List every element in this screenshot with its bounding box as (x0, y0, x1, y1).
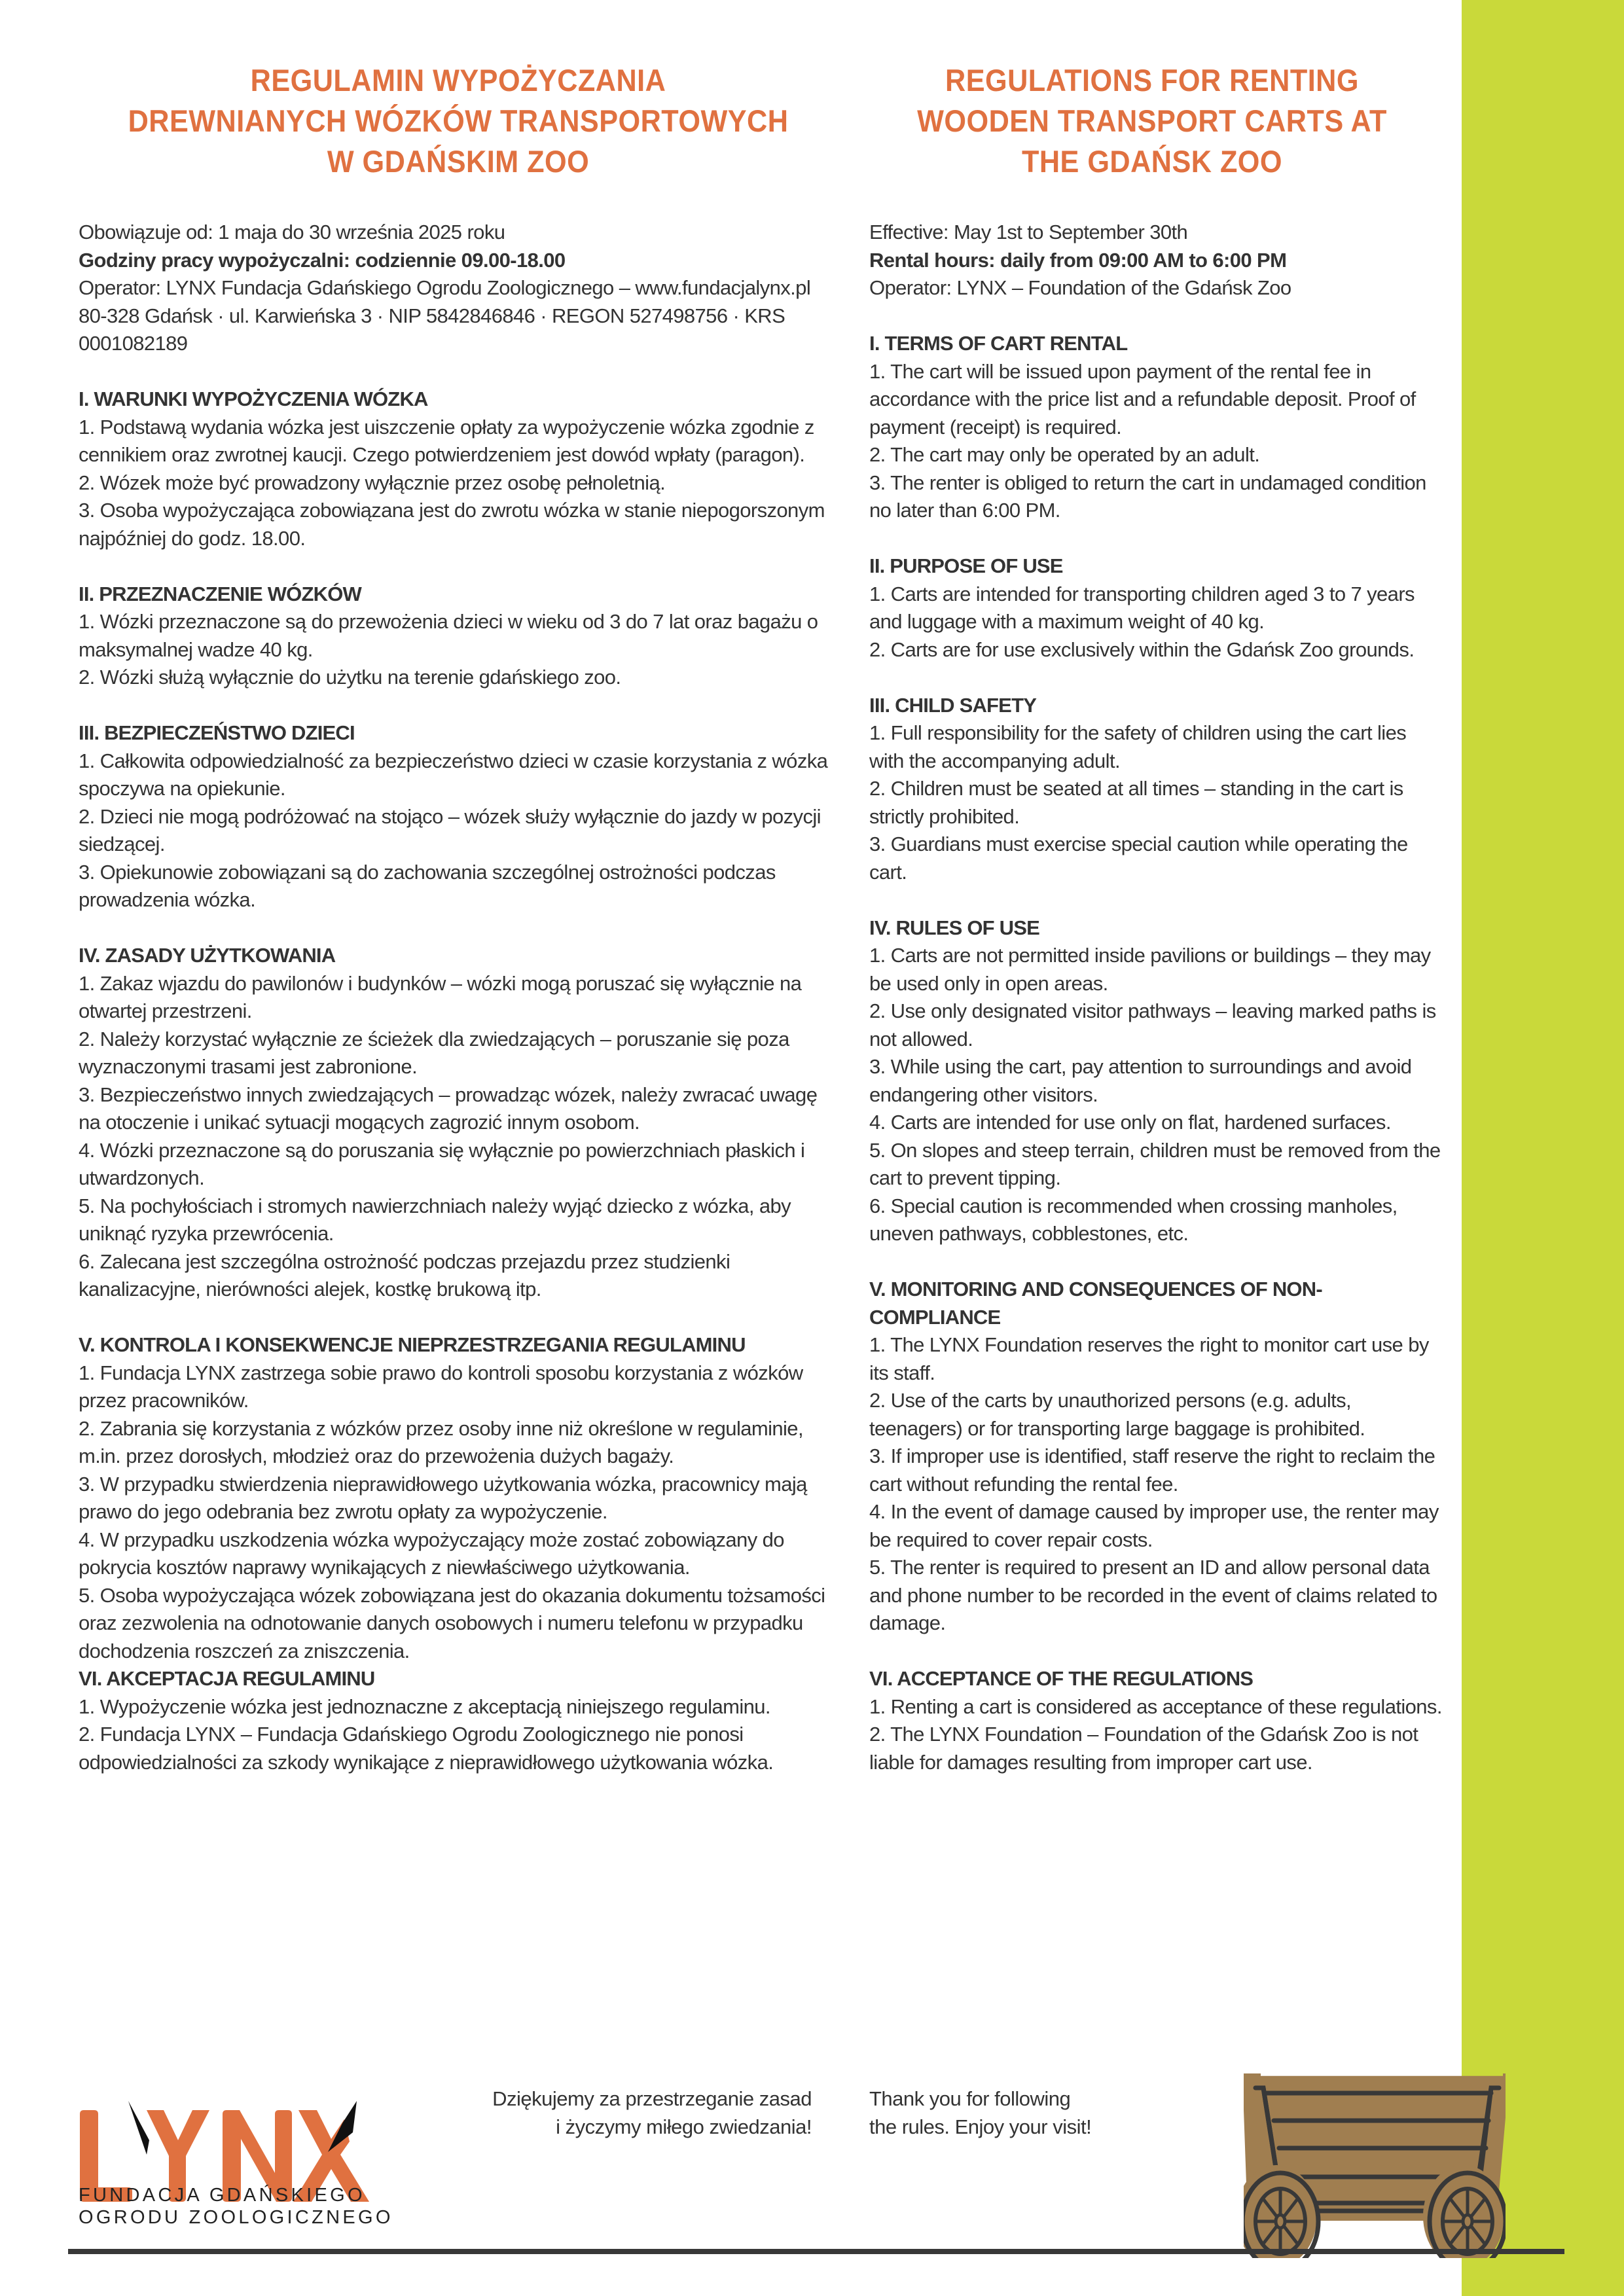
regulation-item: 1. Renting a cart is considered as acceptance of these regulations. (869, 1695, 1442, 1718)
english-column (869, 60, 1445, 1776)
regulation-item: 2. Fundacja LYNX – Fundacja Gdańskiego Ogrodu Zoologicznego nie ponosi odpowiedzialności za szkody wynikające z nieprawidłowego użytkowania wózka. (79, 1723, 774, 1774)
regulation-item: 1. Zakaz wjazdu do pawilonów i budynków – wózki mogą poruszać się wyłącznie na otwartej przestrzeni. (79, 971, 802, 1022)
regulation-item: 2. The LYNX Foundation – Foundation of the Gdańsk Zoo is not liable for damages resulting from improper cart use. (869, 1723, 1418, 1774)
thanks-line: Thank you for following (869, 2087, 1071, 2110)
regulation-item: 3. If improper use is identified, staff reserve the right to reclaim the cart without refunding the rental fee. (869, 1444, 1435, 1496)
section-heading: IV. ZASADY UŻYTKOWANIA (79, 944, 336, 967)
regulation-item: 4. Carts are intended for use only on flat, hardened surfaces. (869, 1111, 1391, 1134)
regulation-section (79, 386, 838, 552)
regulation-item: 2. Use only designated visitor pathways – leaving marked paths is not allowed. (869, 999, 1436, 1050)
regulation-item: 5. Na pochyłościach i stromych nawierzchniach należy wyjąć dziecko z wózka, aby uniknąć ryzyka przewrócenia. (79, 1194, 791, 1245)
section-heading: V. KONTROLA I KONSEKWENCJE NIEPRZESTRZEGANIA REGULAMINU (79, 1333, 746, 1356)
thanks-line: Dziękujemy za przestrzeganie zasad (492, 2087, 812, 2110)
regulation-item: 1. The LYNX Foundation reserves the right to monitor cart use by its staff. (869, 1333, 1429, 1384)
title-line: DREWNIANYCH WÓZKÓW TRANSPORTOWYCH (128, 103, 789, 138)
regulation-item: 1. Fundacja LYNX zastrzega sobie prawo do kontroli sposobu korzystania z wózków przez pracowników. (79, 1361, 803, 1412)
regulation-section (869, 552, 1445, 664)
regulation-item: 2. Use of the carts by unauthorized persons (e.g. adults, teenagers) or for transporting large baggage is prohibited. (869, 1389, 1365, 1440)
section-heading: VI. ACCEPTANCE OF THE REGULATIONS (869, 1667, 1254, 1690)
title-line: REGULATIONS FOR RENTING (945, 63, 1359, 98)
section-heading: VI. AKCEPTACJA REGULAMINU (79, 1667, 375, 1690)
section-heading: I. WARUNKI WYPOŻYCZENIA WÓZKA (79, 387, 428, 410)
regulation-item: 3. Bezpieczeństwo innych zwiedzających – prowadząc wózek, należy zwracać uwagę na otoczenie i unikać sytuacji mogących zagrozić innym osobom. (79, 1083, 818, 1134)
regulation-item: 1. Full responsibility for the safety of children using the cart lies with the accompanying adult. (869, 721, 1407, 772)
ground-line-divider (68, 2249, 1564, 2254)
regulation-item: 2. Dzieci nie mogą podróżować na stojąco – wózek służy wyłącznie do jazdy w pozycji siedzącej. (79, 804, 821, 855)
regulation-item: 2. Wózek może być prowadzony wyłącznie przez osobę pełnoletnią. (79, 471, 666, 494)
regulation-item: 1. Wypożyczenie wózka jest jednoznaczne z akceptacją niniejszego regulaminu. (79, 1695, 770, 1718)
polish-column (79, 60, 838, 1776)
regulation-section (79, 1665, 838, 1776)
regulation-item: 1. Całkowita odpowiedzialność za bezpieczeństwo dzieci w czasie korzystania z wózka spoczywa na opiekunie. (79, 749, 828, 800)
wooden-cart-icon (1244, 2062, 1506, 2258)
regulation-section (869, 914, 1445, 1248)
effective-date: Obowiązuje od: 1 maja do 30 września 2025 roku (79, 221, 505, 243)
regulation-item: 2. Wózki służą wyłącznie do użytku na terenie gdańskiego zoo. (79, 666, 621, 689)
regulation-item: 5. Osoba wypożyczająca wózek zobowiązana jest do okazania dokumentu tożsamości oraz zezwolenia na odnotowanie danych osobowych i numeru telefonu w przypadku dochodzenia roszczeń za zniszczenia. (79, 1583, 825, 1662)
regulation-item: 3. Guardians must exercise special caution while operating the cart. (869, 833, 1408, 884)
regulation-item: 5. The renter is required to present an ID and allow personal data and phone number to be recorded in the event of claims related to damage. (869, 1556, 1437, 1634)
title-line: WOODEN TRANSPORT CARTS AT (917, 103, 1387, 138)
section-heading: III. BEZPIECZEŃSTWO DZIECI (79, 721, 355, 744)
regulation-item: 4. Wózki przeznaczone są do poruszania się wyłącznie po powierzchniach płaskich i utwardzonych. (79, 1138, 805, 1189)
title-line: W GDAŃSKIM ZOO (327, 144, 590, 179)
title-line: THE GDAŃSK ZOO (1021, 144, 1283, 179)
section-heading: IV. RULES OF USE (869, 916, 1039, 939)
regulation-item: 1. The cart will be issued upon payment of the rental fee in accordance with the price list and a refundable deposit. Proof of payment (receipt) is required. (869, 359, 1416, 439)
section-heading: I. TERMS OF CART RENTAL (869, 332, 1128, 355)
regulation-item: 2. Children must be seated at all times – standing in the cart is strictly prohibited. (869, 777, 1403, 828)
regulation-section (869, 330, 1445, 525)
regulation-section (79, 581, 838, 692)
regulation-item: 2. Carts are for use exclusively within the Gdańsk Zoo grounds. (869, 637, 1415, 661)
section-heading: II. PRZEZNACZENIE WÓZKÓW (79, 582, 361, 605)
thanks-line: i życzymy miłego zwiedzania! (556, 2115, 812, 2138)
operator-info: Operator: LYNX Fundacja Gdańskiego Ogrodu Zoologicznego – www.fundacjalynx.pl (79, 276, 811, 299)
regulation-item: 3. The renter is obliged to return the cart in undamaged condition no later than 6:00 PM. (869, 471, 1426, 522)
regulation-item: 4. W przypadku uszkodzenia wózka wypożyczający może zostać zobowiązany do pokrycia kosztów naprawy wynikających z niewłaściwego użytkowania. (79, 1528, 784, 1579)
section-heading: III. CHILD SAFETY (869, 693, 1037, 717)
effective-date: Effective: May 1st to September 30th (869, 221, 1188, 243)
thanks-message-english (869, 2085, 1210, 2141)
decorative-side-bar (1462, 0, 1624, 2296)
regulation-section (869, 1276, 1445, 1638)
polish-meta (79, 219, 838, 358)
english-sections (869, 330, 1445, 1776)
regulation-item: 2. Zabrania się korzystania z wózków przez osoby inne niż określone w regulaminie, m.in. przez dorosłych, młodzież oraz do przewożenia dużych bagaży. (79, 1416, 803, 1467)
title-line: REGULAMIN WYPOŻYCZANIA (250, 63, 666, 98)
regulation-item: 2. The cart may only be operated by an adult. (869, 443, 1260, 466)
rental-hours: Godziny pracy wypożyczalni: codziennie 09.00-18.00 (79, 248, 566, 272)
regulation-item: 6. Zalecana jest szczególna ostrożność podczas przejazdu przez studzienki kanalizacyjne, nierówności alejek, kostkę brukową itp. (79, 1249, 731, 1300)
thanks-message-polish (393, 2085, 812, 2141)
regulation-item: 1. Carts are not permitted inside pavilions or buildings – they may be used only in open areas. (869, 944, 1431, 995)
regulation-item: 6. Special caution is recommended when crossing manholes, uneven pathways, cobblestones, etc. (869, 1194, 1398, 1245)
regulation-section (79, 942, 838, 1304)
section-heading: V. MONITORING AND CONSEQUENCES OF NON-COMPLIANCE (869, 1278, 1322, 1329)
regulation-section (79, 1331, 838, 1665)
rental-hours: Rental hours: daily from 09:00 AM to 6:00 PM (869, 248, 1287, 272)
regulation-item: 2. Należy korzystać wyłącznie ze ścieżek dla zwiedzających – poruszanie się poza wyznaczonymi trasami jest zabronione. (79, 1027, 789, 1078)
thanks-line: the rules. Enjoy your visit! (869, 2115, 1092, 2138)
polish-sections (79, 386, 838, 1776)
english-title (887, 60, 1417, 182)
address-info: 80-328 Gdańsk · ul. Karwieńska 3 · NIP 5842846846 · REGON 527498756 · KRS 0001082189 (79, 304, 785, 355)
logo-subtitle-line: FUNDACJA GDAŃSKIEGO (79, 2185, 365, 2206)
regulation-item: 4. In the event of damage caused by improper use, the renter may be required to cover repair costs. (869, 1500, 1439, 1551)
polish-title (109, 60, 807, 182)
regulation-item: 1. Carts are intended for transporting children aged 3 to 7 years and luggage with a maximum weight of 40 kg. (869, 582, 1415, 633)
logo-subtitle-line: OGRODU ZOOLOGICZNEGO (79, 2207, 393, 2228)
regulation-section (869, 692, 1445, 887)
regulation-item: 1. Podstawą wydania wózka jest uiszczenie opłaty za wypożyczenie wózka zgodnie z cennikiem oraz zwrotnej kaucji. Czego potwierdzeniem jest dowód wpłaty (paragon). (79, 415, 814, 466)
english-meta (869, 219, 1445, 302)
section-heading: II. PURPOSE OF USE (869, 554, 1063, 577)
regulation-item: 3. While using the cart, pay attention to surroundings and avoid endangering other visitors. (869, 1055, 1412, 1106)
regulation-item: 5. On slopes and steep terrain, children must be removed from the cart to prevent tipping. (869, 1138, 1441, 1189)
regulation-item: 1. Wózki przeznaczone są do przewożenia dzieci w wieku od 3 do 7 lat oraz bagażu o maksymalnej wadze 40 kg. (79, 610, 818, 661)
regulation-item: 3. W przypadku stwierdzenia nieprawidłowego użytkowania wózka, pracownicy mają prawo do jego odebrania bez zwrotu opłaty za wypożyczenie. (79, 1472, 807, 1523)
regulation-item: 3. Opiekunowie zobowiązani są do zachowania szczególnej ostrożności podczas prowadzenia wózka. (79, 860, 776, 911)
regulation-section (79, 719, 838, 914)
regulation-section (869, 1665, 1445, 1776)
operator-info: Operator: LYNX – Foundation of the Gdańsk Zoo (869, 276, 1291, 299)
regulation-item: 3. Osoba wypożyczająca zobowiązana jest do zwrotu wózka w stanie niepogorszonym najpóźniej do godz. 18.00. (79, 499, 825, 550)
